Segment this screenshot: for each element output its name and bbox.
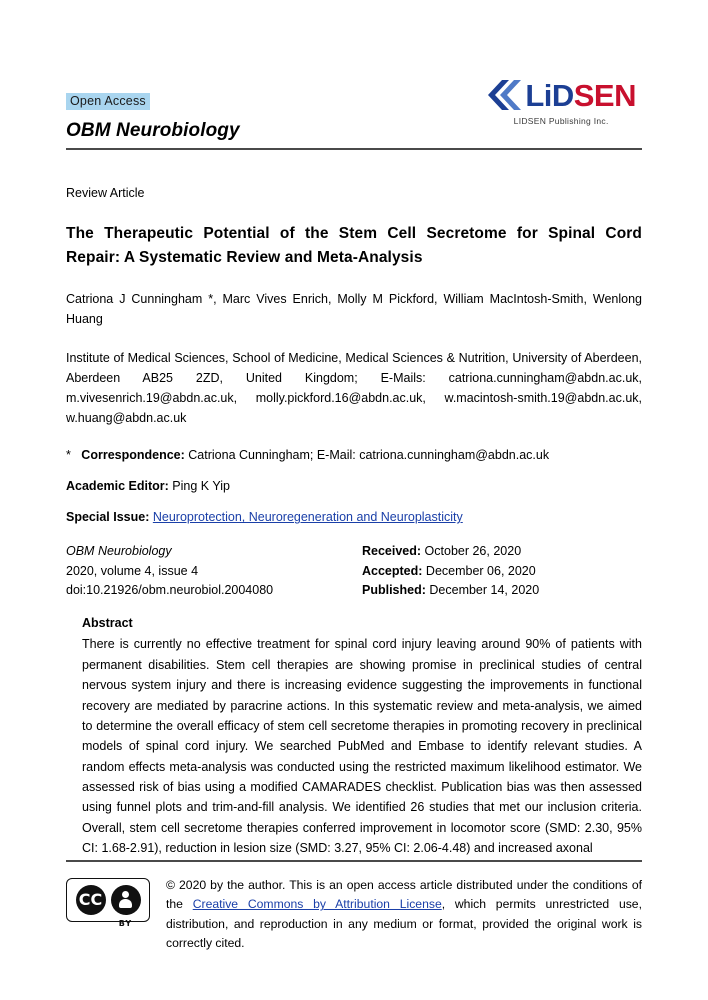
meta-received-value: October 26, 2020 [424, 544, 522, 559]
license-link[interactable]: Creative Commons by Attribution License [192, 897, 442, 912]
correspondence-value: Catriona Cunningham; E-Mail: catriona.cunningham@abdn.ac.uk [188, 447, 550, 462]
publication-meta [66, 542, 642, 600]
meta-accepted-label: Accepted: [362, 563, 423, 578]
license-text [166, 876, 642, 954]
special-issue-link[interactable]: Neuroprotection, Neuroregeneration and Neuroplasticity [152, 510, 463, 525]
page-title: The Therapeutic Potential of the Stem Cell Secretome for Spinal Cord Repair: A Systematic Review and Meta-Analysis [66, 225, 642, 267]
meta-published-label: Published: [362, 583, 426, 598]
logo-text-accent: SEN [573, 77, 636, 113]
publication-meta-left [66, 542, 362, 600]
meta-journal: OBM Neurobiology [66, 544, 172, 559]
article-type: Review Article [66, 186, 145, 200]
cc-by-label: BY [118, 918, 133, 928]
affiliation-block: Institute of Medical Sciences, School of Medicine, Medical Sciences & Nutrition, University of Aberdeen, Aberdeen AB25 2ZD, United Kingdom; E-Mails: catriona.cunningham@abdn.ac.uk, m.vivesenrich.19@abdn.ac.uk, molly.pickford.16@abdn.ac.uk, w.macintosh-smith.19@abdn.ac.uk, w.huang@abdn.ac.uk [66, 350, 642, 426]
cc-mark-col [76, 885, 106, 915]
publication-meta-right [362, 542, 539, 600]
journal-title: OBM Neurobiology [66, 120, 240, 141]
cc-by-col [111, 885, 141, 928]
open-access-badge: Open Access [66, 93, 150, 110]
author-list: Catriona J Cunningham *, Marc Vives Enrich, Molly M Pickford, William MacIntosh-Smith, Wenlong Huang [66, 292, 642, 327]
academic-editor-label: Academic Editor: [66, 479, 169, 494]
lidsen-chevron-icon [486, 78, 522, 112]
correspondence-marker: * [66, 447, 71, 462]
academic-editor-line [66, 479, 642, 493]
publisher-logo [486, 52, 642, 126]
meta-received [362, 542, 539, 561]
abstract-text: There is currently no effective treatment for spinal cord injury leaving around 90% of patients with permanent disabilities. Stem cell therapies are showing promise in preclinical studies of central nervous system injury and there is increasing evidence suggesting the improvements in functional recovery are mediated by paracrine actions. In this systematic review and meta-analysis, we aimed to determine the overall efficacy of stem cell secretome therapies in promoting recovery in preclinical models of spinal cord injury. We searched PubMed and Embase to identify relevant studies. A random effects meta-analysis was conducted using the restricted maximum likelihood estimator. We assessed risk of bias using a modified CAMARADES checklist. Publication bias was then assessed using funnel plots and trim-and-fill analysis. We identified 26 studies that met our inclusion criteria. Overall, stem cell secretome therapies conferred improvement in locomotor score (SMD: 2.30, 95% CI: 1.68-2.91), reduction in lesion size (SMD: 3.27, 95% CI: 2.06-4.48) and increased axonal [82, 637, 642, 856]
meta-published [362, 581, 539, 600]
meta-received-label: Received: [362, 544, 422, 559]
meta-accepted-value: December 06, 2020 [425, 563, 536, 578]
masthead-left [66, 52, 240, 142]
special-issue-line [66, 510, 642, 524]
meta-doi: doi:10.21926/obm.neurobiol.2004080 [66, 583, 274, 598]
cc-person-head [122, 891, 129, 898]
cc-mark-label: CC [78, 890, 103, 910]
logo-text [525, 77, 636, 113]
abstract-heading: Abstract [82, 616, 133, 631]
abstract-section [66, 616, 642, 858]
cc-mark-icon [76, 885, 106, 915]
logo-wrap [486, 78, 636, 112]
journal-masthead [66, 52, 642, 150]
logo-subtitle: LIDSEN Publishing Inc. [513, 116, 609, 126]
logo-text-main: LiD [525, 77, 574, 113]
license-text-after: , which permits unrestricted use, distribution, and reproduction in any medium or format, provided the original work is correctly cited. [166, 897, 642, 951]
meta-volume: 2020, volume 4, issue 4 [66, 563, 199, 578]
meta-published-value: December 14, 2020 [429, 583, 540, 598]
license-text-before: © 2020 by the author. This is an open access article distributed under the conditions of the [166, 877, 642, 912]
cc-person-body [119, 899, 132, 908]
correspondence-label: Correspondence: [81, 447, 185, 462]
meta-accepted [362, 562, 539, 581]
correspondence-line [66, 446, 642, 465]
license-footer [66, 860, 642, 954]
special-issue-label: Special Issue: [66, 510, 150, 525]
cc-by-icon [111, 885, 141, 928]
academic-editor-value: Ping K Yip [172, 479, 230, 494]
creative-commons-badge-icon [66, 878, 150, 928]
